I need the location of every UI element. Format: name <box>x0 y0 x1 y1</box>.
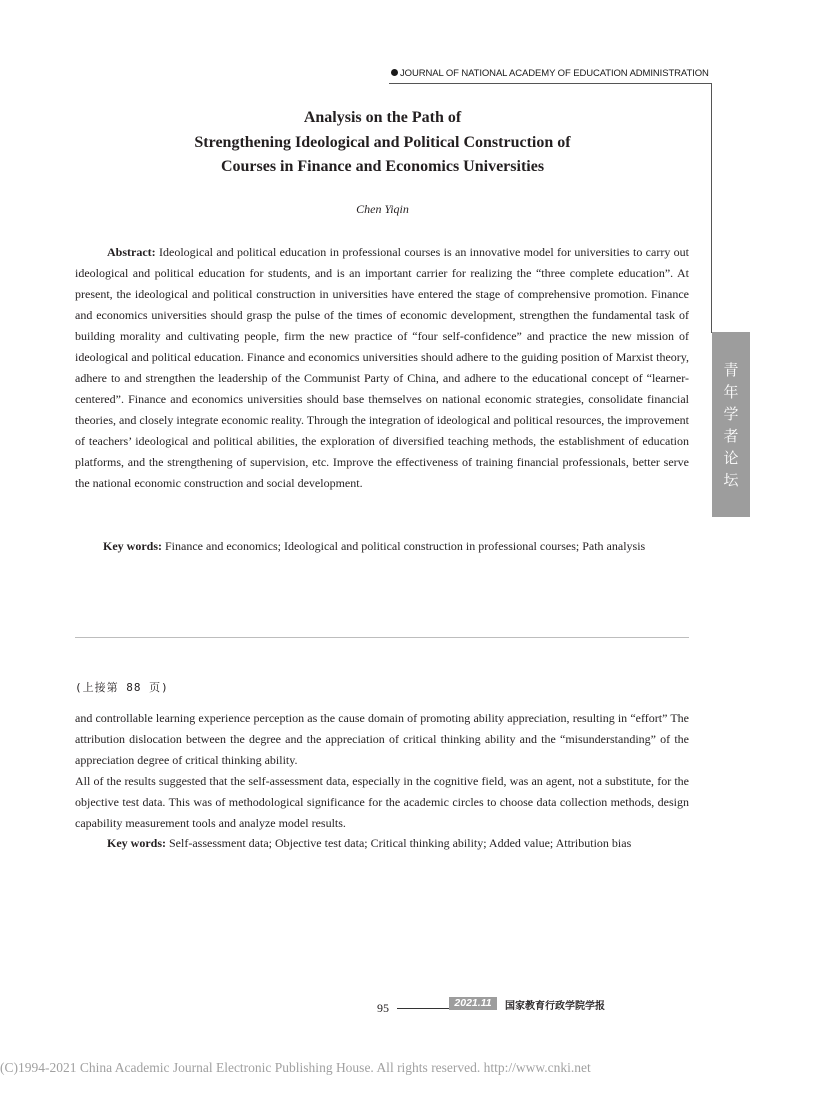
keywords-2-label: Key words: <box>107 836 166 850</box>
sidebar-char: 者 <box>723 426 739 445</box>
footer-rule <box>397 1008 449 1009</box>
keywords-2 <box>75 833 689 854</box>
keywords-2-text: Self-assessment data; Objective test data; Critical thinking ability; Added value; Attribution bias <box>166 836 632 850</box>
sidebar-char: 论 <box>723 448 739 467</box>
sidebar-char: 年 <box>723 382 739 401</box>
author: Chen Yiqin <box>356 202 409 216</box>
keywords <box>75 536 689 557</box>
section-sidebar <box>712 332 750 517</box>
paper-title <box>75 106 690 180</box>
sidebar-char: 学 <box>723 404 739 423</box>
continued-text <box>75 708 689 834</box>
page-number: 95 <box>377 1001 389 1015</box>
title-line: Analysis on the Path of <box>303 109 462 126</box>
keywords-text: Finance and economics; Ideological and political construction in professional courses; Path analysis <box>162 539 646 553</box>
bullet-icon <box>391 69 398 76</box>
copyright-notice: (C)1994-2021 China Academic Journal Electronic Publishing House. All rights reserved. http://www.cnki.net <box>0 1060 591 1075</box>
continued-from-label: (上接第 88 页) <box>75 681 169 694</box>
journal-header-text: JOURNAL OF NATIONAL ACADEMY OF EDUCATION ADMINISTRATION <box>400 68 709 79</box>
issue-badge: 2021.11 <box>449 997 497 1010</box>
sidebar-char: 坛 <box>723 470 739 489</box>
keywords-label: Key words: <box>103 539 162 553</box>
journal-header <box>391 68 709 79</box>
footer-journal-name: 国家教育行政学院学报 <box>505 1001 605 1012</box>
title-line: Courses in Finance and Economics Universities <box>220 158 545 175</box>
continued-paragraph: All of the results suggested that the self-assessment data, especially in the cognitive field, was an agent, not a substitute, for the objective test data. This was of methodological significance for the academic circles to choose data collection methods, design capability measurement tools and analyze model results. <box>75 774 689 830</box>
abstract-text: Ideological and political education in professional courses is an innovative model for universities to carry out ideological and political education for students, and is an important carrier for realizing the “three complete education”. At present, the ideological and political construction in universities have entered the stage of comprehensive promotion. Finance and economics universities should grasp the pulse of the times of economic development, strengthen the fundamental task of building morality and cultivating people, firm the new practice of “four self-confidence” and practice the new mission of ideological and political education. Finance and economics universities should adhere to the guiding position of Marxist theory, adhere to and strengthen the leadership of the Communist Party of China, and adhere to the educational concept of “learner-centered”. Finance and economics universities should base themselves on national economic strategies, consolidate financial theories, and closely integrate economic reality. Through the integration of ideological and political resources, the improvement of teachers’ ideological and political abilities, the exploration of diversified teaching methods, the establishment of education platforms, and the strengthening of supervision, etc. Improve the effectiveness of training financial professionals, better serve the national economic construction and social development. <box>75 245 689 490</box>
abstract <box>75 242 689 494</box>
continued-paragraph: and controllable learning experience perception as the cause domain of promoting ability appreciation, resulting in “effort” The attribution dislocation between the degree and the appreciation of critical thinking ability and the “misunderstanding” of the appreciation degree of critical thinking ability. <box>75 711 689 767</box>
margin-rule <box>711 83 712 333</box>
sidebar-char: 青 <box>723 360 739 379</box>
abstract-label: Abstract: <box>107 245 156 259</box>
header-rule <box>389 83 712 84</box>
title-line: Strengthening Ideological and Political Construction of <box>194 133 571 151</box>
section-divider <box>75 637 689 638</box>
